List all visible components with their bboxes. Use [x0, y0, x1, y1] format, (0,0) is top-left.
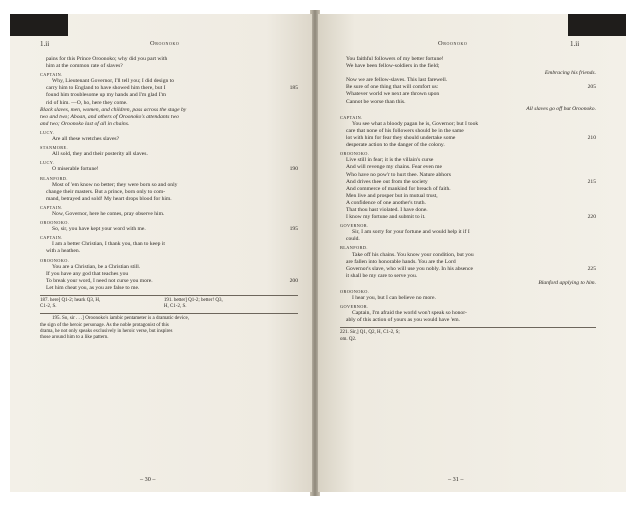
- footnote-line: the sign of the heroic personage. As the noble protagonist of this: [40, 322, 169, 328]
- speaker-name-text: STANMORE.: [40, 145, 68, 151]
- dialogue-line: [340, 229, 596, 236]
- stage-direction-text: and two; Oroonoko last of all in chains.: [40, 120, 130, 127]
- verse-line-text: I know my fortune and submit to it.: [346, 214, 426, 221]
- footnote-line: 195. So, sir . . .] Oroonoko's iambic pentameter is a dramatic device,: [52, 316, 189, 322]
- stage-direction: [40, 114, 298, 121]
- dialogue-line: [40, 196, 298, 203]
- dialogue-line-text: desperate action to the danger of the colony.: [346, 142, 445, 149]
- verse-line: [340, 84, 596, 91]
- dialogue-line-text: ably of this action of yours as you would have 'em.: [346, 317, 460, 324]
- textual-note: H, C1-2, S.: [163, 304, 187, 310]
- verse-line: [340, 214, 596, 221]
- speaker-name-text: GOVERNOR.: [340, 223, 369, 229]
- textual-note: om. Q2.: [340, 336, 357, 342]
- line-number: 200: [289, 277, 298, 284]
- footnote-line: those around him to a like pattern.: [40, 335, 109, 341]
- right-folio: – 31 –: [448, 476, 464, 483]
- dialogue-line-text: You see what a bloody pagan he is, Governor; but I took: [352, 120, 479, 127]
- speaker-name: [40, 175, 298, 182]
- dialogue-line: [340, 121, 596, 128]
- line-number: 185: [289, 85, 298, 92]
- speaker-name-text: CAPTAIN.: [40, 204, 63, 210]
- verse-line: [340, 157, 596, 164]
- verse-line-text: Who have no pow'r to hurt thee. Nature abhors: [346, 171, 451, 178]
- verse-line-text: To break your word, I need not curse you more.: [46, 277, 153, 284]
- speaker-name: [40, 234, 298, 241]
- line-number: 195: [289, 226, 298, 233]
- dialogue-line-text: pains for this Prince Oroonoko; why did you part with: [46, 56, 168, 62]
- dialogue-line: [340, 273, 596, 280]
- line-number: 225: [587, 265, 596, 272]
- speaker-name: [40, 204, 298, 211]
- notes-divider: [40, 295, 298, 296]
- dialogue-line-text: it shall be my care to serve you.: [346, 272, 418, 279]
- dialogue-line-text: care that none of his followers should be in the same: [346, 127, 464, 134]
- verse-line: [340, 186, 596, 193]
- dialogue-line: [40, 241, 298, 248]
- line-number: 190: [289, 166, 298, 173]
- dialogue-line-text: change their masters. But a prince, born only to com-: [46, 188, 166, 195]
- verse-line: [340, 172, 596, 179]
- left-text-block: [40, 56, 298, 341]
- speaker-name: [40, 71, 298, 78]
- dialogue-line-text: I am a better Christian, I thank you, than to keep it: [52, 241, 165, 248]
- speaker-name: [40, 144, 298, 151]
- verse-line-text: And drives thee out from the society: [346, 178, 428, 185]
- stage-direction-text: Black slaves, men, women, and children, pass across the stage by: [40, 106, 187, 113]
- right-running-head: Oroonoko: [438, 40, 468, 47]
- verse-line: [340, 193, 596, 200]
- line-number: 205: [587, 84, 596, 91]
- right-act-scene: 1.ii: [570, 40, 580, 48]
- dialogue-line-text: Why, Lieutenant Governor, I'll tell you; I did design to: [52, 78, 175, 85]
- dialogue-line-text: O miserable fortune!: [52, 166, 99, 173]
- textual-note: 187. here] Q1-2; heark Q3, H,: [40, 298, 101, 303]
- verse-line-text: Live still in fear; it is the villain's curse: [346, 157, 434, 164]
- speaker-name-text: CAPTAIN.: [40, 72, 63, 78]
- textual-note: 221. Sir,] Q1, Q2, H, C1-2, S;: [340, 330, 400, 336]
- speaker-name: [340, 288, 596, 295]
- dialogue-line: [40, 264, 298, 271]
- dialogue-line: [40, 136, 298, 143]
- stage-direction-text: two and two; Aboan, and others of Oroonoko's attendants two: [40, 113, 179, 120]
- dialogue-line-text: Are all these wretches slaves?: [52, 136, 120, 143]
- dialogue-line: [40, 78, 298, 85]
- dialogue-line: [340, 295, 596, 302]
- right-text-block: [340, 56, 596, 343]
- notes-divider: [340, 327, 596, 328]
- dialogue-line-text: carry him to England to have showed him there, but I: [46, 85, 166, 92]
- verse-line-text: You faithful followers of my better fortune!: [346, 56, 444, 62]
- dialogue-line-text: rid of him. —O, ho, here they come.: [46, 99, 128, 106]
- verse-line: [340, 164, 596, 171]
- dialogue-line-text: Most of 'em know no better; they were born so and only: [52, 181, 178, 188]
- dialogue-line-text: So, sir, you have kept your word with me.: [52, 226, 146, 233]
- speaker-name: [340, 244, 596, 251]
- dialogue-line-text: lot with him for fear they should undertake some: [346, 135, 456, 142]
- dialogue-line: [40, 100, 298, 107]
- dialogue-line-text: I hear you, but I can believe no more.: [352, 295, 436, 302]
- dialogue-line: [340, 259, 596, 266]
- verse-line-text: Now we are fellow-slaves. This last farewell.: [346, 77, 448, 84]
- dialogue-line: [340, 128, 596, 135]
- dialogue-line-text: Captain, I'm afraid the world won't speak so honor-: [352, 310, 467, 317]
- left-folio: – 30 –: [140, 476, 156, 483]
- footnote-divider: [40, 313, 298, 314]
- textual-note-row: [40, 304, 298, 310]
- dialogue-line-text: All sold, they and their posterity all slaves.: [52, 151, 148, 158]
- speaker-name: [40, 257, 298, 264]
- verse-line-text: Men live and prosper but in mutual trust,: [346, 192, 438, 199]
- stage-direction: [40, 107, 298, 114]
- speaker-name-text: OROONOKO.: [40, 220, 70, 226]
- verse-line: [340, 99, 596, 106]
- left-act-scene: 1.ii: [40, 40, 50, 48]
- dialogue-line: [340, 317, 596, 324]
- textual-note: C1-2, S.: [40, 304, 57, 310]
- dialogue-line: [40, 211, 298, 218]
- dialogue-line: [40, 151, 298, 158]
- verse-line: [40, 285, 298, 292]
- stage-direction: [40, 121, 298, 128]
- dialogue-line: [340, 252, 596, 259]
- line-number: 220: [587, 214, 596, 221]
- verse-line-text: We have been fellow-soldiers in the field;: [346, 63, 440, 70]
- speaker-name-text: CAPTAIN.: [40, 235, 63, 241]
- right-page: [318, 14, 626, 492]
- stage-direction-text: Embracing his friends.: [544, 70, 596, 77]
- verse-line-text: If you have any god that teaches you: [46, 270, 129, 277]
- speaker-name-text: OROONOKO.: [340, 289, 370, 294]
- verse-line-text: Whatever world we next are thrown upon: [346, 91, 440, 98]
- verse-line: [40, 278, 298, 285]
- left-tab-marker: [10, 14, 68, 36]
- line-number: 210: [587, 135, 596, 142]
- speaker-name-text: LUCY.: [40, 160, 55, 166]
- dialogue-line-text: Sir, I am sorry for your fortune and would help it if I: [352, 229, 470, 236]
- dialogue-line: [40, 63, 298, 70]
- verse-line-text: That thou hast violated. I have done.: [346, 206, 428, 213]
- dialogue-line: [340, 236, 596, 243]
- dialogue-line-text: found him troublesome up my hands and I'm glad I'm: [46, 92, 166, 99]
- stage-direction-text: Blanford applying to him.: [538, 279, 596, 286]
- verse-line-text: Let him cheat you, as you are false to me.: [46, 284, 140, 291]
- verse-line: [40, 271, 298, 278]
- dialogue-line: [40, 182, 298, 189]
- verse-line: [340, 91, 596, 98]
- dialogue-line-text: with a heathen.: [46, 248, 81, 255]
- verse-line-text: Cannot be worse than this.: [346, 98, 406, 105]
- left-page: [10, 14, 312, 492]
- dialogue-line-text: Governor's slave, who will use you nobly. In his absence: [346, 265, 473, 272]
- dialogue-line-text: You are a Christian, be a Christian still.: [52, 263, 141, 270]
- speaker-name: [40, 129, 298, 136]
- dialogue-line-text: could.: [346, 236, 360, 243]
- verse-line-text: And commerce of mankind for breach of faith.: [346, 185, 451, 192]
- footnote-line: drama, he not only speaks exclusively in heroic verse, but inspires: [40, 328, 173, 334]
- dialogue-line-text: are fallen into honorable hands. You are the Lord: [346, 258, 456, 265]
- dialogue-line-text: Take off his chains. You know your condition, but you: [352, 251, 474, 258]
- speaker-name-text: GOVERNOR.: [340, 304, 369, 310]
- dialogue-line-text: mand, betrayed and sold! My heart drops blood for him.: [46, 195, 172, 202]
- speaker-name-text: OROONOKO.: [340, 151, 370, 157]
- speaker-name-text: BLANFORD.: [40, 175, 68, 181]
- verse-line: [340, 200, 596, 207]
- stage-direction: [340, 280, 596, 287]
- stage-direction-text: All slaves go off but Oroonoko.: [526, 105, 596, 112]
- dialogue-line: [40, 189, 298, 196]
- verse-line-text: Be sure of one thing that will comfort us:: [346, 84, 439, 91]
- dialogue-line-text: Now, Governor, here he comes, pray observe him.: [52, 210, 165, 217]
- verse-line-text: And will revenge my chains. Fear even me: [346, 164, 442, 171]
- dialogue-line: [40, 92, 298, 99]
- stage-direction: [340, 106, 596, 113]
- speaker-name-text: CAPTAIN.: [340, 114, 363, 120]
- dialogue-line: [40, 226, 298, 233]
- dialogue-line: [40, 248, 298, 255]
- verse-line: [340, 207, 596, 214]
- dialogue-line: [340, 266, 596, 273]
- dialogue-line: [40, 166, 298, 173]
- dialogue-line-text: him at the common rate of slaves?: [46, 63, 123, 70]
- verse-line-text: A confidence of one another's truth.: [346, 199, 426, 206]
- speaker-name-text: OROONOKO.: [40, 257, 70, 263]
- right-tab-marker: [568, 14, 626, 36]
- speaker-name-text: BLANFORD.: [340, 245, 368, 251]
- dialogue-line: [340, 142, 596, 149]
- speaker-name: [40, 219, 298, 226]
- textual-note: 191. better] Q1-2; better! Q3,: [163, 298, 223, 303]
- speaker-name-text: LUCY.: [40, 129, 55, 135]
- left-running-head: Oroonoko: [150, 40, 180, 47]
- line-number: 215: [587, 178, 596, 185]
- verse-line: [340, 179, 596, 186]
- speaker-name: [340, 114, 596, 121]
